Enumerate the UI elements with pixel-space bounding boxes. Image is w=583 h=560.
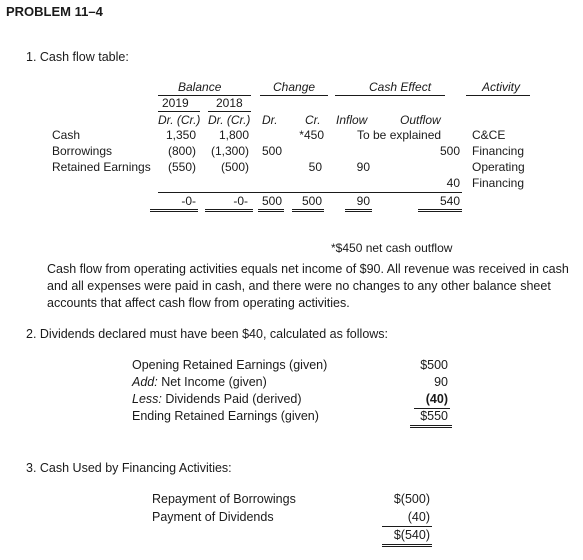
footnote: *$450 net cash outflow <box>331 241 453 255</box>
total-2018: -0- <box>233 194 248 208</box>
change-header-rule <box>260 95 328 96</box>
cash-2019: 1,350 <box>165 128 196 142</box>
cash-2018: 1,800 <box>218 128 249 142</box>
borrowings-2018: (1,300) <box>210 144 249 158</box>
total-inflow: 90 <box>356 194 370 208</box>
problem-title: PROBLEM 11–4 <box>6 4 103 19</box>
re-ending-value: $550 <box>420 409 448 423</box>
total-2019: -0- <box>181 194 196 208</box>
repayment-value: $(500) <box>393 492 430 506</box>
re-opening-value: $500 <box>420 358 448 372</box>
total-cr-double-rule <box>292 209 324 212</box>
col-cr: Cr. <box>305 113 321 127</box>
re-add-label: Add: Net Income (given) <box>132 375 267 389</box>
part2-heading: 2. Dividends declared must have been $40, calculated as follows: <box>26 327 389 341</box>
col-inflow: Inflow <box>336 113 368 127</box>
total-2018-double-rule <box>205 209 253 212</box>
retained-earnings-2018: (500) <box>220 160 249 174</box>
total-outflow-double-rule <box>418 209 462 212</box>
re-ending-double-rule <box>410 425 452 428</box>
activity-header: Activity <box>482 80 521 94</box>
dividends-activity: Financing <box>472 176 525 190</box>
total-dr-double-rule <box>258 209 284 212</box>
borrowings-activity: Financing <box>472 144 525 158</box>
part3-heading: 3. Cash Used by Financing Activities: <box>26 461 232 475</box>
operating-cash-flow-paragraph: Cash flow from operating activities equals net income of $90. All revenue was received in cash and all expenses were paid in cash, and there were no changes to any other balance sheet accounts that affect cash flow from operating activities. <box>47 262 569 310</box>
cash-effect-header: Cash Effect <box>369 80 432 94</box>
total-2019-double-rule <box>150 209 198 212</box>
dividends-payment-label: Payment of Dividends <box>152 510 274 524</box>
less-prefix: Less: <box>132 392 162 406</box>
change-header: Change <box>273 80 316 94</box>
totals-top-rule <box>158 192 462 193</box>
cash-cr: *450 <box>299 128 324 142</box>
total-outflow: 540 <box>439 194 460 208</box>
year-2018-rule <box>208 111 251 112</box>
retained-earnings-2019: (550) <box>167 160 196 174</box>
year-2019-header: 2019 <box>162 96 189 110</box>
activity-header-rule <box>466 95 530 96</box>
cash-activity: C&CE <box>472 128 506 142</box>
cash-effect-header-rule <box>335 95 445 96</box>
financing-total-value: $(540) <box>393 528 430 542</box>
borrowings-outflow: 500 <box>439 144 460 158</box>
total-inflow-double-rule <box>345 209 372 212</box>
total-dr: 500 <box>261 194 282 208</box>
col-dr-cr-2019: Dr. (Cr.) <box>158 113 201 127</box>
row-label-retained-earnings: Retained Earnings <box>52 160 151 174</box>
cash-outflow-note: To be explained <box>357 128 442 142</box>
repayment-label: Repayment of Borrowings <box>152 492 296 506</box>
col-outflow: Outflow <box>400 113 441 127</box>
re-opening-label: Opening Retained Earnings (given) <box>132 358 328 372</box>
retained-earnings-activity: Operating <box>472 160 525 174</box>
retained-earnings-cr: 50 <box>308 160 322 174</box>
dividends-outflow: 40 <box>446 176 460 190</box>
total-cr: 500 <box>301 194 322 208</box>
col-dr: Dr. <box>262 113 278 127</box>
borrowings-2019: (800) <box>167 144 196 158</box>
re-less-label: Less: Dividends Paid (derived) <box>132 392 302 406</box>
add-prefix: Add: <box>132 375 158 389</box>
row-label-borrowings: Borrowings <box>52 144 113 158</box>
financing-total-double-rule <box>382 544 432 547</box>
dividends-payment-value: (40) <box>407 510 430 524</box>
retained-earnings-inflow: 90 <box>356 160 370 174</box>
re-add-value: 90 <box>434 375 448 389</box>
borrowings-dr: 500 <box>261 144 282 158</box>
year-2019-rule <box>158 111 200 112</box>
re-less-value: (40) <box>425 392 448 406</box>
re-ending-label: Ending Retained Earnings (given) <box>132 409 319 423</box>
col-dr-cr-2018: Dr. (Cr.) <box>208 113 251 127</box>
row-label-cash: Cash <box>52 128 81 142</box>
balance-header: Balance <box>178 80 222 94</box>
year-2018-header: 2018 <box>216 96 243 110</box>
part1-heading: 1. Cash flow table: <box>26 50 129 64</box>
